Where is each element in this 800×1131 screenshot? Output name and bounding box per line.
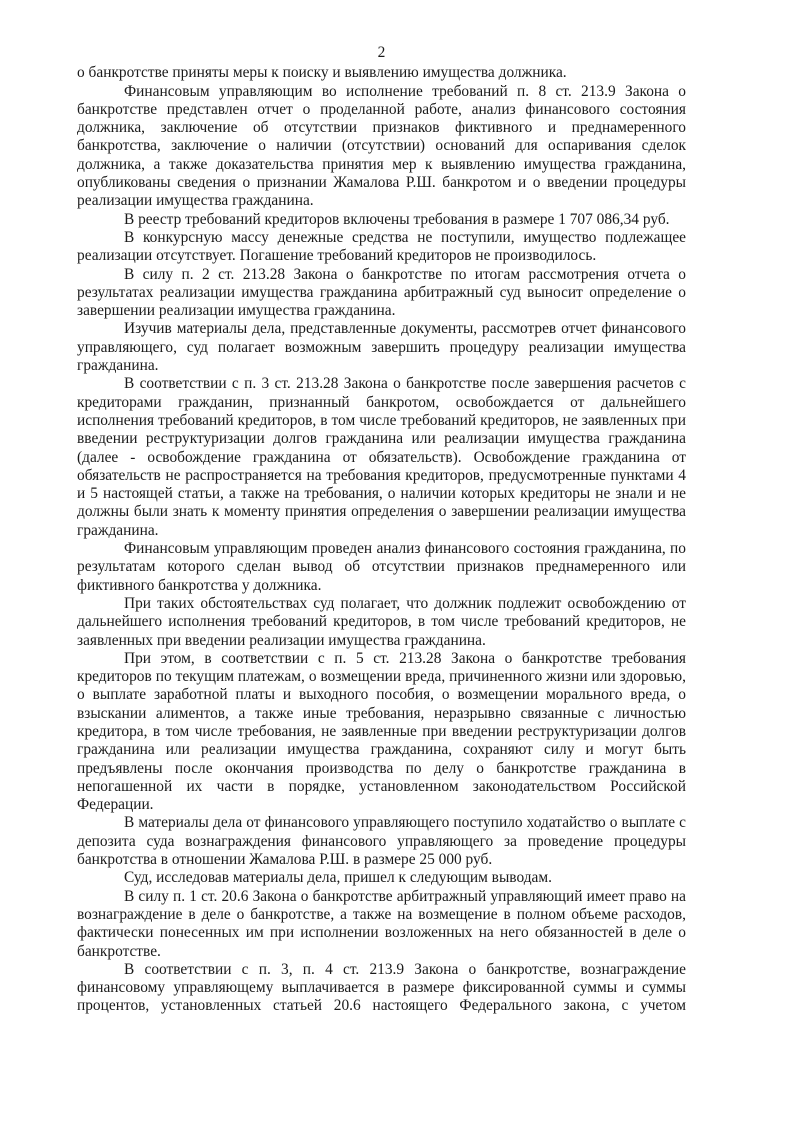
paragraph-fee-motion: В материалы дела от финансового управляющего поступило ходатайство о выплате с депозита суда вознаграждения финансового управляющего за проведение процедуры банкротства в отношении Жамалова Р.Ш. в размере 25 000 руб. [77, 814, 686, 869]
paragraph-report-submitted: Финансовым управляющим во исполнение требований п. 8 ст. 213.9 Закона о банкротстве представлен отчет о проделанной работе, анализ финансового состояния должника, заключение об отсутствии признаков фиктивного и преднамеренного банкротства, заключение о наличии (отсутствии) оснований для оспаривания сделок должника, а также доказательства принятия мер к выявлению имущества гражданина, опубликованы сведения о признании Жамалова Р.Ш. банкротом и о введении процедуры реализации имущества гражданина. [77, 82, 686, 210]
paragraph-retained-claims: При этом, в соответствии с п. 5 ст. 213.28 Закона о банкротстве требования кредиторов по текущим платежам, о возмещении вреда, причиненного жизни или здоровью, о выплате заработной платы и выходного пособия, о возмещении морального вреда, о взыскании алиментов, а также иные требования, неразрывно связанные с личностью кредитора, в том числе требования, не заявленные при введении реструктуризации долгов гражданина или реализации имущества гражданина, сохраняют силу и могут быть предъявлены после окончания производства по делу о банкротстве гражданина в непогашенной их части в порядке, установленном законодательством Российской Федерации. [77, 649, 686, 814]
paragraph-court-review: Изучив материалы дела, представленные документы, рассмотрев отчет финансового управляющего, суд полагает возможным завершить процедуру реализации имущества гражданина. [77, 320, 686, 375]
document-page [77, 44, 686, 1016]
paragraph-remuneration-amount: В соответствии с п. 3, п. 4 ст. 213.9 Закона о банкротстве, вознаграждение финансовому управляющему выплачивается в размере фиксированной суммы и суммы процентов, установленных статьей 20.6 настоящего Федерального закона, с учетом [77, 960, 686, 1015]
paragraph-bankruptcy-estate: В конкурсную массу денежные средства не поступили, имущество подлежащее реализации отсутствует. Погашение требований кредиторов не производилось. [77, 228, 686, 265]
paragraph-creditor-register: В реестр требований кредиторов включены требования в размере 1 707 086,34 руб. [124, 210, 670, 228]
page-number: 2 [377, 44, 386, 61]
paragraph-manager-remuneration-right: В силу п. 1 ст. 20.6 Закона о банкротстве арбитражный управляющий имеет право на вознаграждение в деле о банкротстве, а также на возмещение в полном объеме расходов, фактически понесенных им при исполнении возложенных на него обязанностей в деле о банкротстве. [77, 887, 686, 960]
paragraph-continuation: о банкротстве приняты меры к поиску и выявлению имущества должника. [77, 64, 567, 82]
paragraph-court-ruling-basis: В силу п. 2 ст. 213.28 Закона о банкротстве по итогам рассмотрения отчета о результатах реализации имущества гражданина арбитражный суд выносит определение о завершении реализации имущества гражданина. [77, 265, 686, 320]
paragraph-court-findings: Суд, исследовав материалы дела, пришел к следующим выводам. [124, 869, 552, 887]
paragraph-release-from-obligations: В соответствии с п. 3 ст. 213.28 Закона о банкротстве после завершения расчетов с кредиторами гражданин, признанный банкротом, освобождается от дальнейшего исполнения требований кредиторов, в том числе требований кредиторов, не заявленных при введении реструктуризации долгов гражданина или реализации имущества гражданина (далее - освобождение гражданина от обязательств). Освобождение гражданина от обязательств не распространяется на требования кредиторов, предусмотренные пунктами 4 и 5 настоящей статьи, а также на требования, о наличии которых кредиторы не знали и не должны были знать к моменту принятия определения о завершении реализации имущества гражданина. [77, 375, 686, 539]
paragraph-debtor-release: При таких обстоятельствах суд полагает, что должник подлежит освобождению от дальнейшего исполнения требований кредиторов, в том числе требований кредиторов, не заявленных при введении реализации имущества гражданина. [77, 594, 686, 649]
paragraph-financial-analysis: Финансовым управляющим проведен анализ финансового состояния гражданина, по результатам которого сделан вывод об отсутствии признаков преднамеренного или фиктивного банкротства у должника. [77, 540, 686, 594]
